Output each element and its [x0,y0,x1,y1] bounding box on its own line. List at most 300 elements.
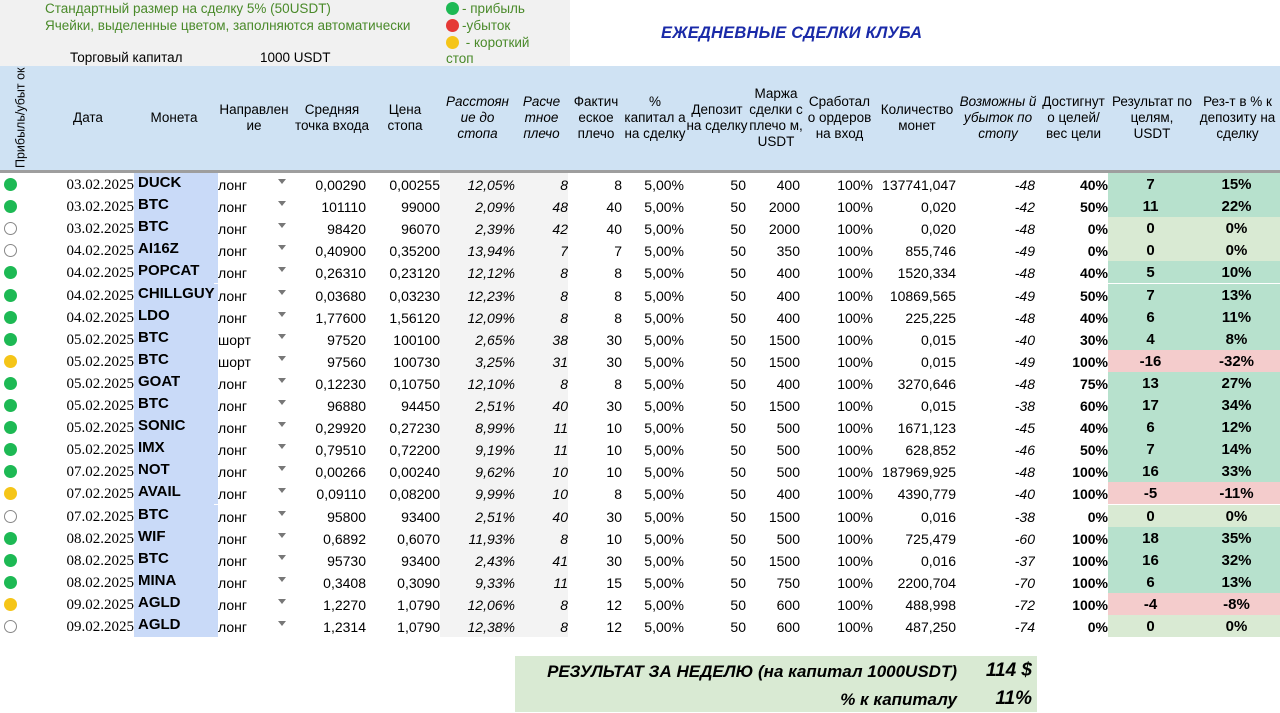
header-capital-pct: % капитал а на сделку [624,94,686,141]
legend-short-stop: - короткий [446,35,1280,57]
table-row [0,217,1280,239]
margin-cell: 1500 [768,331,800,348]
date-cell: 05.02.2025 [66,398,134,414]
stop-price-cell: 0,03230 [389,287,440,304]
possible-loss-cell: -42 [1014,199,1035,216]
coin-cell: AI16Z [134,239,218,261]
green-status-dot-icon [4,465,17,478]
direction-dropdown-wrapper[interactable] [214,438,298,460]
direction-select[interactable]: лонг [218,398,247,414]
chevron-down-icon[interactable] [278,334,286,339]
chevron-down-icon[interactable] [278,201,286,206]
possible-loss-cell: -74 [1014,619,1035,635]
table-row [0,261,1280,283]
direction-dropdown-wrapper[interactable] [214,593,298,615]
direction-select[interactable]: лонг [218,508,247,525]
margin-cell: 1500 [768,552,800,569]
direction-select[interactable]: лонг [218,309,247,326]
actual-leverage-cell: 12 [606,596,622,613]
entry-price-cell: 0,09110 [316,486,366,503]
direction-dropdown-wrapper[interactable] [214,239,298,261]
week-result-value: 114 $ [985,660,1032,681]
chevron-down-icon[interactable] [278,356,286,361]
possible-loss-cell: -70 [1014,574,1035,591]
calc-leverage-cell: 8 [515,372,568,394]
direction-dropdown-wrapper[interactable] [214,460,298,482]
deposit-cell: 50 [730,265,746,282]
calc-leverage-cell: 48 [515,195,568,217]
date-cell: 09.02.2025 [66,619,134,635]
result-pct-cell: 0% [1193,615,1280,637]
capital-pct-cell: 5,00% [644,552,684,569]
stop-distance-cell: 9,99% [440,482,515,504]
status-cell [0,239,22,261]
stop-distance-cell: 12,23% [440,284,515,306]
result-cell: 7 [1108,284,1193,306]
stop-distance-cell: 9,19% [440,438,515,460]
yellow-status-dot-icon [4,598,17,611]
direction-dropdown-wrapper[interactable] [214,394,298,416]
chevron-down-icon[interactable] [278,555,286,560]
margin-cell: 1500 [768,398,800,414]
direction-select[interactable]: лонг [218,530,247,547]
capital-pct-cell: 5,00% [644,508,684,525]
chevron-down-icon[interactable] [278,466,286,471]
stop-distance-cell: 12,10% [440,372,515,394]
entry-price-cell: 98420 [327,221,366,238]
stop-price-cell: 0,00255 [389,177,440,193]
calc-leverage-cell: 8 [515,615,568,637]
direction-select[interactable]: лонг [218,221,247,238]
result-cell: 6 [1108,416,1193,438]
targets-cell: 40% [1079,265,1108,282]
legend-loss: -убыток [446,18,1280,40]
capital-pct-cell: 5,00% [644,353,684,370]
orders-cell: 100% [837,530,873,547]
stop-distance-cell: 2,43% [440,549,515,571]
targets-cell: 50% [1079,199,1108,216]
quantity-cell: 1520,334 [897,265,956,282]
header-result-pct: Рез-т в % к депозиту на сделку [1199,94,1276,141]
calc-leverage-cell: 40 [515,505,568,527]
chevron-down-icon[interactable] [278,444,286,449]
quantity-cell: 0,015 [920,398,956,414]
stop-price-cell: 93400 [401,508,440,525]
chevron-down-icon[interactable] [278,599,286,604]
table-row [0,505,1280,527]
header-distance: Расстоян ие до стопа [446,94,509,141]
info-auto-fill-note: Ячейки, выделенные цветом, заполняются автоматически [45,18,411,33]
targets-cell: 0% [1087,243,1108,260]
capital-pct-cell: 5,00% [644,309,684,326]
date-cell: 09.02.2025 [66,596,134,613]
entry-price-cell: 0,03680 [315,287,366,304]
capital-pct-cell: 5,00% [644,287,684,304]
entry-price-cell: 1,2270 [323,596,366,613]
coin-cell: AGLD [134,593,218,615]
stop-price-cell: 94450 [401,398,440,414]
table-row [0,549,1280,571]
red-dot-icon [446,19,459,32]
header-result: Результат по целям, USDT [1112,94,1192,141]
stop-distance-cell: 3,25% [440,350,515,372]
status-cell [0,593,22,615]
result-pct-cell: 13% [1193,571,1280,593]
direction-select[interactable]: лонг [218,375,247,392]
status-cell [0,527,22,549]
chevron-down-icon[interactable] [278,488,286,493]
chevron-down-icon[interactable] [278,511,286,516]
direction-select[interactable]: лонг [218,596,247,613]
direction-dropdown-wrapper[interactable] [214,261,298,283]
direction-select[interactable]: лонг [218,243,247,260]
targets-cell: 60% [1079,398,1108,414]
deposit-cell: 50 [730,309,746,326]
chevron-down-icon[interactable] [278,577,286,582]
info-trade-size: Стандартный размер на сделку 5% (50USDT) [45,1,331,16]
header-targets: Достигнут о целей/вес цели [1042,94,1105,141]
chevron-down-icon[interactable] [278,223,286,228]
quantity-cell: 0,015 [920,331,956,348]
margin-cell: 750 [776,574,800,591]
direction-select[interactable]: лонг [218,199,247,216]
header-margin: Маржа сделки с плечо м, USDT [749,86,803,149]
direction-select[interactable]: лонг [218,552,247,569]
orders-cell: 100% [837,331,873,348]
direction-select[interactable]: лонг [218,287,247,304]
status-cell [0,460,22,482]
date-cell: 04.02.2025 [66,287,134,304]
chevron-down-icon[interactable] [278,290,286,295]
margin-cell: 400 [776,177,800,193]
entry-price-cell: 0,79510 [315,442,366,459]
calc-leverage-cell: 11 [515,438,568,460]
margin-cell: 1500 [768,508,800,525]
targets-cell: 100% [1072,530,1108,547]
chevron-down-icon[interactable] [278,621,286,626]
deposit-cell: 50 [730,574,746,591]
stop-distance-cell: 9,33% [440,571,515,593]
direction-select[interactable]: лонг [218,442,247,459]
direction-dropdown-wrapper[interactable] [214,571,298,593]
orders-cell: 100% [837,574,873,591]
possible-loss-cell: -46 [1014,442,1035,459]
date-cell: 07.02.2025 [66,464,134,481]
deposit-cell: 50 [730,287,746,304]
table-row [0,438,1280,460]
status-cell [0,173,22,195]
chevron-down-icon[interactable] [278,422,286,427]
result-pct-cell: 14% [1193,438,1280,460]
targets-cell: 40% [1079,309,1108,326]
direction-dropdown-wrapper[interactable] [214,505,298,527]
actual-leverage-cell: 8 [614,375,622,392]
stop-distance-cell: 2,09% [440,195,515,217]
coin-cell: DUCK [134,173,218,195]
result-cell: 13 [1108,372,1193,394]
stop-price-cell: 0,35200 [389,243,440,260]
calc-leverage-cell: 41 [515,549,568,571]
result-pct-cell: -32% [1193,350,1280,372]
direction-dropdown-wrapper[interactable] [214,195,298,217]
capital-pct-label: % к капиталу [840,690,957,709]
capital-pct-cell: 5,00% [644,442,684,459]
result-pct-cell: 27% [1193,372,1280,394]
actual-leverage-cell: 12 [606,619,622,635]
deposit-cell: 50 [730,486,746,503]
status-cell [0,284,22,306]
direction-dropdown-wrapper[interactable] [214,350,298,372]
quantity-cell: 725,479 [905,530,956,547]
table-row [0,195,1280,217]
capital-pct-cell: 5,00% [644,574,684,591]
capital-pct-cell: 5,00% [644,331,684,348]
green-status-dot-icon [4,443,17,456]
capital-pct-cell: 5,00% [644,420,684,437]
result-cell: 6 [1108,571,1193,593]
possible-loss-cell: -49 [1014,287,1035,304]
table-row [0,482,1280,504]
entry-price-cell: 0,12230 [315,375,366,392]
stop-price-cell: 1,0790 [397,596,440,613]
direction-dropdown-wrapper[interactable] [214,372,298,394]
deposit-cell: 50 [730,177,746,193]
green-status-dot-icon [4,421,17,434]
direction-select[interactable]: шорт [218,353,251,370]
quantity-cell: 855,746 [905,243,956,260]
entry-price-cell: 97520 [327,331,366,348]
orders-cell: 100% [837,486,873,503]
calc-leverage-cell: 8 [515,306,568,328]
result-cell: -4 [1108,593,1193,615]
targets-cell: 40% [1079,420,1108,437]
status-cell [0,482,22,504]
targets-cell: 100% [1072,574,1108,591]
direction-select[interactable]: лонг [218,420,247,437]
possible-loss-cell: -38 [1014,508,1035,525]
table-row [0,328,1280,350]
result-pct-cell: 10% [1193,261,1280,283]
table-row [0,372,1280,394]
direction-dropdown-wrapper[interactable] [214,217,298,239]
green-status-dot-icon [4,554,17,567]
direction-dropdown-wrapper[interactable] [214,527,298,549]
date-cell: 05.02.2025 [66,331,134,348]
quantity-cell: 0,016 [920,508,956,525]
capital-pct-cell: 5,00% [644,486,684,503]
chevron-down-icon[interactable] [278,400,286,405]
entry-price-cell: 0,40900 [315,243,366,260]
status-cell [0,350,22,372]
result-pct-cell: 11% [1193,306,1280,328]
calc-leverage-cell: 31 [515,350,568,372]
direction-dropdown-wrapper[interactable] [214,549,298,571]
calc-leverage-cell: 10 [515,482,568,504]
direction-dropdown-wrapper[interactable] [214,416,298,438]
entry-price-cell: 95800 [327,508,366,525]
date-cell: 05.02.2025 [66,420,134,437]
possible-loss-cell: -48 [1014,221,1035,238]
quantity-cell: 1671,123 [897,420,956,437]
orders-cell: 100% [837,177,873,193]
calc-leverage-cell: 40 [515,394,568,416]
date-cell: 03.02.2025 [66,199,134,216]
yellow-status-dot-icon [4,355,17,368]
orders-cell: 100% [837,353,873,370]
coin-cell: BTC [134,328,218,350]
status-cell [0,416,22,438]
deposit-cell: 50 [730,375,746,392]
result-cell: -5 [1108,482,1193,504]
green-status-dot-icon [4,532,17,545]
stop-distance-cell: 2,51% [440,394,515,416]
table-row [0,394,1280,416]
direction-select[interactable]: лонг [218,574,247,591]
coin-cell: IMX [134,438,218,460]
stop-price-cell: 96070 [401,221,440,238]
margin-cell: 400 [776,486,800,503]
capital-pct-cell: 5,00% [644,530,684,547]
result-cell: 7 [1108,173,1193,195]
result-cell: 0 [1108,615,1193,637]
orders-cell: 100% [837,464,873,481]
quantity-cell: 225,225 [905,309,956,326]
capital-pct-cell: 5,00% [644,619,684,635]
coin-cell: AVAIL [134,482,218,504]
chevron-down-icon[interactable] [278,267,286,272]
direction-dropdown-wrapper[interactable] [214,306,298,328]
result-pct-cell: 35% [1193,527,1280,549]
margin-cell: 400 [776,287,800,304]
date-cell: 08.02.2025 [66,530,134,547]
possible-loss-cell: -45 [1014,420,1035,437]
week-result-label: РЕЗУЛЬТАТ ЗА НЕДЕЛЮ (на капитал 1000USDT) [547,662,957,681]
actual-leverage-cell: 10 [606,420,622,437]
date-cell: 03.02.2025 [66,177,134,193]
coin-cell: BTC [134,350,218,372]
capital-pct-cell: 5,00% [644,199,684,216]
targets-cell: 100% [1072,464,1108,481]
table-row [0,306,1280,328]
calc-leverage-cell: 8 [515,173,568,195]
empty-status-dot-icon [4,620,17,633]
table-row [0,615,1280,637]
status-cell [0,217,22,239]
calc-leverage-cell: 8 [515,261,568,283]
direction-dropdown-wrapper[interactable] [214,482,298,504]
orders-cell: 100% [837,552,873,569]
orders-cell: 100% [837,375,873,392]
capital-value: 1000 USDT [260,50,331,65]
stop-price-cell: 100100 [393,331,440,348]
coin-cell: WIF [134,527,218,549]
legend-short-stop-2: стоп [446,51,474,66]
result-cell: 16 [1108,460,1193,482]
direction-select[interactable]: шорт [218,331,251,348]
orders-cell: 100% [837,420,873,437]
status-cell [0,438,22,460]
header-status: Прибыль/убыт ок [13,67,28,169]
margin-cell: 400 [776,265,800,282]
date-cell: 03.02.2025 [66,221,134,238]
stop-price-cell: 99000 [401,199,440,216]
coin-cell: AGLD [134,615,218,637]
chevron-down-icon[interactable] [278,179,286,184]
direction-dropdown-wrapper[interactable] [214,328,298,350]
calc-leverage-cell: 10 [515,460,568,482]
quantity-cell: 628,852 [905,442,956,459]
table-row [0,527,1280,549]
chevron-down-icon[interactable] [278,378,286,383]
direction-select[interactable]: лонг [218,265,247,282]
deposit-cell: 50 [730,442,746,459]
actual-leverage-cell: 8 [614,309,622,326]
deposit-cell: 50 [730,199,746,216]
capital-pct-value: 11% [995,688,1032,709]
chevron-down-icon[interactable] [278,312,286,317]
orders-cell: 100% [837,508,873,525]
targets-cell: 0% [1087,508,1108,525]
result-cell: 11 [1108,195,1193,217]
green-status-dot-icon [4,399,17,412]
status-cell [0,549,22,571]
direction-select[interactable]: лонг [218,177,247,193]
chevron-down-icon[interactable] [278,245,286,250]
direction-select[interactable]: лонг [218,619,247,635]
chevron-down-icon[interactable] [278,533,286,538]
deposit-cell: 50 [730,331,746,348]
targets-cell: 30% [1079,331,1108,348]
result-cell: 0 [1108,239,1193,261]
direction-dropdown-wrapper[interactable] [214,173,298,195]
direction-dropdown-wrapper[interactable] [214,284,298,306]
entry-price-cell: 0,3408 [323,574,366,591]
margin-cell: 600 [776,619,800,635]
actual-leverage-cell: 40 [606,199,622,216]
result-pct-cell: 34% [1193,394,1280,416]
table-row [0,239,1280,261]
targets-cell: 50% [1079,442,1108,459]
coin-cell: BTC [134,505,218,527]
targets-cell: 100% [1072,552,1108,569]
result-cell: 6 [1108,306,1193,328]
calc-leverage-cell: 8 [515,284,568,306]
margin-cell: 500 [776,530,800,547]
direction-select[interactable]: лонг [218,464,247,481]
stop-distance-cell: 12,05% [440,173,515,195]
header-deposit: Депозит на сделку [686,102,748,133]
stop-distance-cell: 12,06% [440,593,515,615]
actual-leverage-cell: 30 [606,331,622,348]
deposit-cell: 50 [730,420,746,437]
entry-price-cell: 95730 [327,552,366,569]
result-pct-cell: 15% [1193,173,1280,195]
actual-leverage-cell: 10 [606,464,622,481]
header-quantity: Количество монет [880,102,954,133]
margin-cell: 500 [776,442,800,459]
header-possible-loss: Возможны й убыток по стопу [959,94,1037,141]
direction-select[interactable]: лонг [218,486,247,503]
green-status-dot-icon [4,576,17,589]
table-row [0,460,1280,482]
stop-distance-cell: 2,51% [440,505,515,527]
stop-price-cell: 0,3090 [397,574,440,591]
direction-dropdown-wrapper[interactable] [214,615,298,637]
stop-price-cell: 0,6070 [397,530,440,547]
targets-cell: 100% [1072,596,1108,613]
coin-cell: BTC [134,195,218,217]
coin-cell: BTC [134,217,218,239]
